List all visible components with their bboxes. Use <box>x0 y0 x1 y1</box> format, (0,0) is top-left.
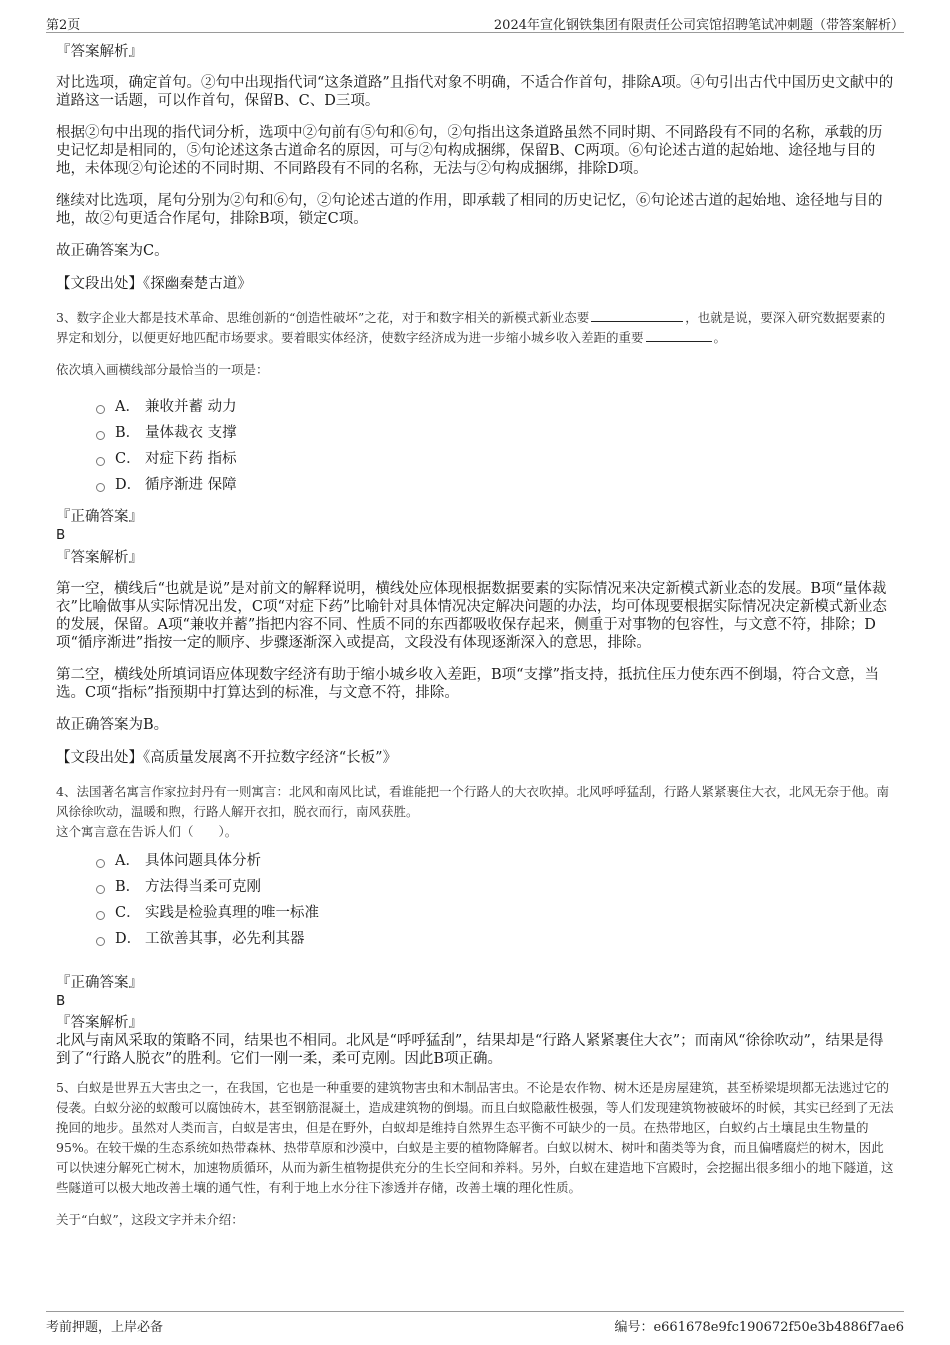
radio-icon[interactable] <box>96 483 105 492</box>
question-3-options <box>96 394 896 498</box>
option-c[interactable]: C． 对症下药 指标 <box>96 446 896 472</box>
option-b[interactable]: B． 量体裁衣 支撑 <box>96 420 896 446</box>
option-a[interactable]: A． 兼收并蓄 动力 <box>96 394 896 420</box>
fill-blank-2 <box>646 328 712 342</box>
page-number: 第2页 <box>46 18 81 33</box>
question-4-stem: 4、法国著名寓言作家拉封丹有一则寓言：北风和南风比试，看谁能把一个行路人的大衣吹掉。北风呼呼猛刮，行路人紧紧裹住大衣，北风无奈于他。南风徐徐吹动，温暖和煦，行路人解开衣扣，脱衣而行，南风获胜。 <box>56 784 889 819</box>
radio-icon[interactable] <box>96 405 105 414</box>
document-body <box>56 42 896 1244</box>
question-4-options <box>96 848 896 952</box>
document-code: 编号：e661678e9fc190672f50e3b4886f7ae6 <box>614 1320 904 1335</box>
question-5-stem: 5、白蚁是世界五大害虫之一，在我国，它也是一种重要的建筑物害虫和木制品害虫。不论是农作物、树木还是房屋建筑，甚至桥梁堤坝都无法逃过它的侵袭。白蚁分泌的蚁酸可以腐蚀砖木，甚至钢筋混凝土，造成建筑物的倒塌。而且白蚁隐蔽性极强，等人们发现建筑物被破坏的时候，其实已经到了无法挽回的地步。虽然对人类而言，白蚁是害虫，但是在野外，白蚁却是维持自然界生态平衡不可缺少的一员。在热带地区，白蚁约占土壤昆虫生物量的95%。在较干燥的生态系统如热带森林、热带草原和沙漠中，白蚁是主要的植物降解者。白蚁以树木、树叶和菌类等为食，而且偏嗜腐烂的树木，因此可以快速分解死亡树木，加速物质循环，从而为新生植物提供充分的生长空间和养料。另外，白蚁在建造地下宫殿时，会挖掘出很多细小的地下隧道，这些隧道可以极大地改善土壤的通气性，有利于地上水分往下渗透并存储，改善土壤的理化性质。 <box>56 1080 894 1195</box>
radio-icon[interactable] <box>96 937 105 946</box>
fill-blank-1 <box>591 308 683 322</box>
analysis-label: 『答案解析』 <box>56 1015 143 1031</box>
radio-icon[interactable] <box>96 911 105 920</box>
page-footer <box>46 1311 904 1336</box>
analysis-paragraph: 第二空，横线处所填词语应体现数字经济有助于缩小城乡收入差距，B项“支撑”指支持，抵抗住压力使东西不倒塌，符合文意，当选。C项“指标”指预期中打算达到的标准，与文意不符，排除。 <box>56 667 879 701</box>
option-d[interactable]: D． 循序渐进 保障 <box>96 472 896 498</box>
analysis-paragraph: 北风与南风采取的策略不同，结果也不相同。北风是“呼呼猛刮”，结果却是“行路人紧紧裹住大衣”；而南风“徐徐吹动”，结果是得到了“行路人脱衣”的胜利。它们一刚一柔，柔可克刚。因此B项正确。 <box>56 1033 884 1067</box>
radio-icon[interactable] <box>96 885 105 894</box>
question-3-prompt: 依次填入画横线部分最恰当的一项是： <box>56 362 269 377</box>
option-c[interactable]: C． 实践是检验真理的唯一标准 <box>96 900 896 926</box>
source-citation: 【文段出处】《高质量发展离不开拉数字经济“长板”》 <box>56 750 398 766</box>
question-5-prompt: 关于“白蚁”，这段文字并未介绍： <box>56 1212 244 1227</box>
correct-answer-label: 『正确答案』 <box>56 975 143 991</box>
radio-icon[interactable] <box>96 431 105 440</box>
radio-icon[interactable] <box>96 859 105 868</box>
analysis-conclusion: 故正确答案为B。 <box>56 717 169 733</box>
correct-answer-label: 『正确答案』 <box>56 509 143 525</box>
footer-slogan: 考前押题，上岸必备 <box>46 1320 164 1335</box>
source-citation: 【文段出处】《探幽秦楚古道》 <box>56 276 252 292</box>
option-b[interactable]: B． 方法得当柔可克刚 <box>96 874 896 900</box>
option-a[interactable]: A． 具体问题具体分析 <box>96 848 896 874</box>
analysis-conclusion: 故正确答案为C。 <box>56 243 169 259</box>
document-title: 2024年宣化钢铁集团有限责任公司宾馆招聘笔试冲刺题（带答案解析） <box>493 18 904 33</box>
analysis-label: 『答案解析』 <box>56 44 143 60</box>
analysis-paragraph: 第一空，横线后“也就是说”是对前文的解释说明，横线处应体现根据数据要素的实际情况来决定新模式新业态的发展。B项“量体裁衣”比喻做事从实际情况出发，C项“对症下药”比喻针对具体情况决定解决问题的办法，均可体现要根据实际情况决定新模式新业态的发展，保留。A项“兼收并蓄”指把内容不同、性质不同的东西都吸收保存起来，侧重于对事物的包容性，与文意不符，排除；D项“循序渐进”指按一定的顺序、步骤逐渐深入或提高，文段没有体现逐渐深入的意思，排除。 <box>56 581 887 651</box>
question-3-stem: 3、数字企业大都是技术革命、思维创新的“创造性破坏”之花，对于和数字相关的新模式新业态要 ，也就是说，要深入研究数据要素的界定和划分，以便更好地匹配市场要求。要着眼实体经济，使数字经济成为进一步缩小城乡收入差距的重要 。 <box>56 310 886 345</box>
analysis-paragraph: 根据②句中出现的指代词分析，选项中②句前有⑤句和⑥句，②句指出这条道路虽然不同时期、不同路段有不同的名称，承载的历史记忆却是相同的，⑤句论述这条古道命名的原因，可与②句构成捆绑，保留B、C两项。⑥句论述古道的起始地、途径地与目的地，未体现②句论述的不同时期、不同路段有不同的名称，无法与②句构成捆绑，排除D项。 <box>56 125 883 177</box>
option-d[interactable]: D． 工欲善其事，必先利其器 <box>96 926 896 952</box>
radio-icon[interactable] <box>96 457 105 466</box>
analysis-paragraph: 对比选项，确定首句。②句中出现指代词“这条道路”且指代对象不明确，不适合作首句，排除A项。④句引出古代中国历史文献中的道路这一话题，可以作首句，保留B、C、D三项。 <box>56 75 894 109</box>
correct-answer-value: B <box>56 527 66 543</box>
analysis-paragraph: 继续对比选项，尾句分别为②句和⑥句，②句论述古道的作用，即承载了相同的历史记忆，⑥句论述古道的起始地、途径地与目的地，故②句更适合作尾句，排除B项，锁定C项。 <box>56 193 883 227</box>
page-header <box>46 14 904 33</box>
question-4-prompt: 这个寓言意在告诉人们（ ）。 <box>56 824 238 839</box>
analysis-label: 『答案解析』 <box>56 550 143 566</box>
correct-answer-value: B <box>56 993 66 1009</box>
